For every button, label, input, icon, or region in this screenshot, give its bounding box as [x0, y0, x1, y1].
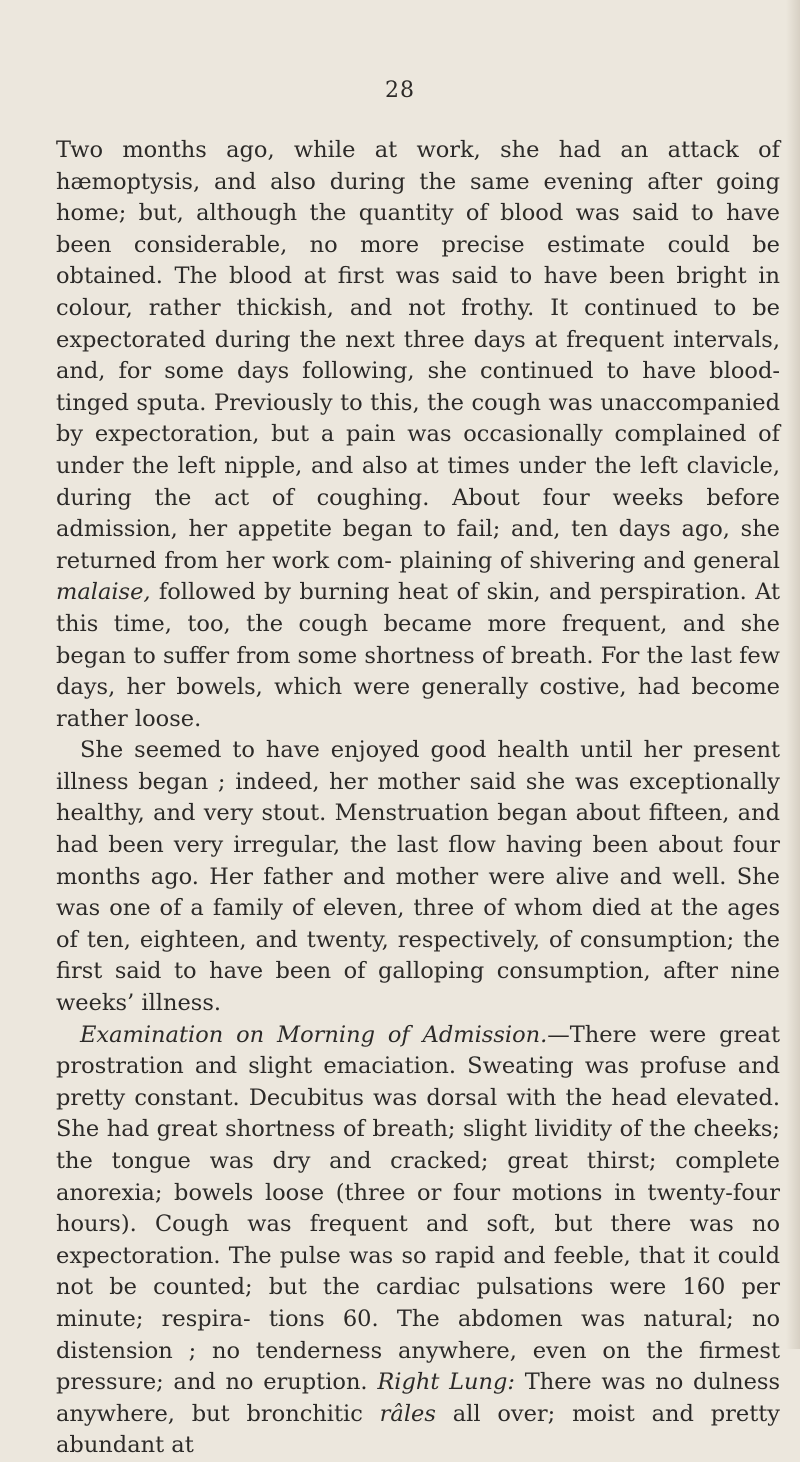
paragraph-1-end: followed by burning heat of skin, and perspiration. At this time, too, the cough became more frequent, and she began to suffer from some shortness of breath. For the last few days, her bowels, which were generally costive, had become rather loose. [56, 579, 780, 732]
body-text [56, 135, 780, 1462]
paragraph-2: She seemed to have enjoyed good health until her present illness began ; indeed, her mother said she was exceptionally healthy, and very stout. Menstruation began about fifteen, and had been very irregular, the last flow having been about four months ago. Her father and mother were alive and well. She was one of a family of eleven, three of whom died at the ages of ten, eighteen, and twenty, respectively, of consumption; the first said to have been of galloping consumption, after nine weeks’ illness. [56, 737, 780, 1017]
paragraph-1-text: Two months ago, while at work, she had an attack of hæmoptysis, and also during the same evening after going home; but, although the quantity of blood was said to have been considerable, no more precise estimate could be obtained. The blood at first was said to have been bright in colour, rather thickish, and not frothy. It continued to be expectorated during the next three days at frequent intervals, and, for some days following, she continued to have blood-tinged sputa. Previously to this, the cough was unaccompanied by expectoration, but a pain was occasionally complained of under the left nipple, and also at times under the left clavicle, during the act of coughing. About four weeks before admission, her appetite began to fail; and, ten days ago, she returned from her work com- plaining of shivering and general [56, 137, 780, 574]
right-lung-subheading: Right Lung: [377, 1369, 516, 1396]
examination-heading: Examination on Morning of Admission. [80, 1021, 548, 1048]
page-edge-shadow [786, 0, 800, 1349]
paragraph-1 [56, 135, 780, 735]
paragraph-1-italic: malaise, [56, 579, 151, 606]
page-number: 28 [385, 78, 415, 103]
paragraph-3-mid: There was no dulness anywhere, but bronchitic [56, 1369, 780, 1427]
paragraph-3-text: —There were great prostration and slight emaciation. Sweating was profuse and pretty constant. Decubitus was dorsal with the head elevated. She had great shortness of breath; slight lividity of the cheeks; the tongue was dry and cracked; great thirst; complete anorexia; bowels loose (three or four motions in twenty-four hours). Cough was frequent and soft, but there was no expectoration. The pulse was so rapid and feeble, that it could not be counted; but the cardiac pulsations were 160 per minute; respira- tions 60. The abdomen was natural; no distension ; no tenderness anywhere, even on the firmest pressure; and no eruption. [56, 1021, 781, 1396]
rales-italic: râles [379, 1400, 436, 1427]
paragraph-3 [56, 1020, 780, 1462]
paragraph-3-end: all over; moist and pretty abundant at [56, 1400, 780, 1459]
